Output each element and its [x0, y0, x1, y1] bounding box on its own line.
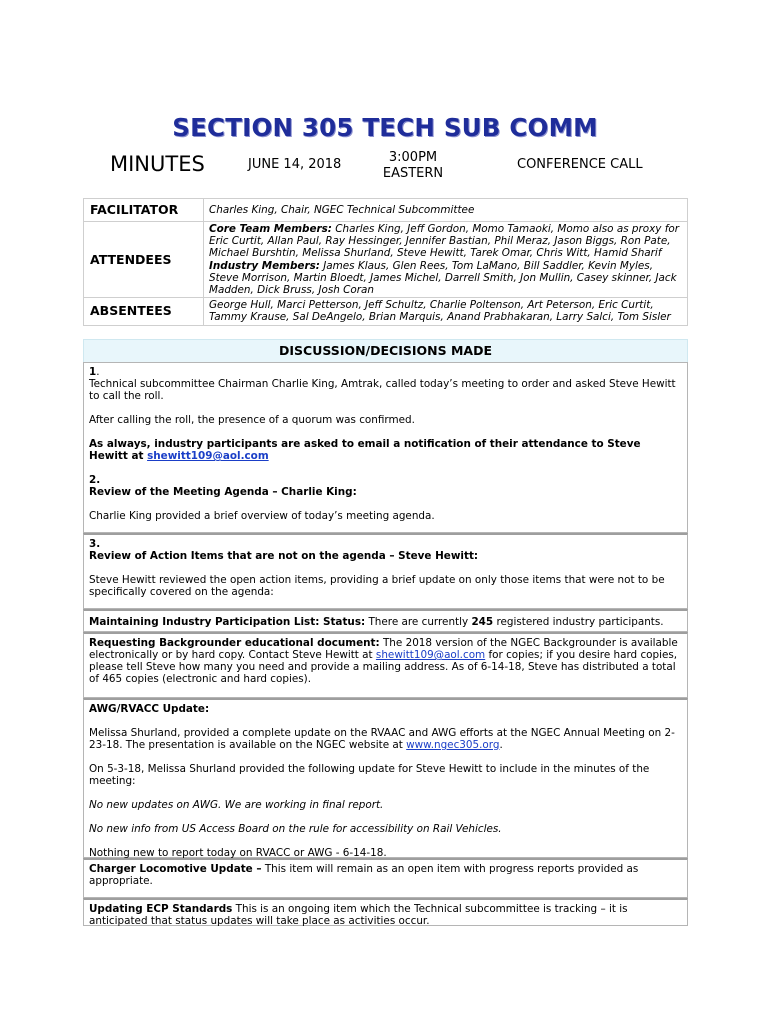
- section-2-title: Review of the Meeting Agenda – Charlie King:: [89, 486, 357, 498]
- attendance-notice: As always, industry participants are asked to email a notification of their attendance to Steve Hewitt at shewitt109@aol.com: [89, 438, 641, 462]
- absentees-row: [84, 298, 688, 325]
- ecp-label: Updating ECP Standards: [89, 903, 233, 915]
- awg-label: AWG/RVACC Update:: [89, 703, 210, 715]
- item-industry-participation: Maintaining Industry Participation List: Status: There are currently 245 registered industry participants.: [83, 609, 688, 632]
- section-action-items: [83, 533, 688, 609]
- section-call-to-order: [83, 362, 688, 533]
- section-3-text: Steve Hewitt reviewed the open action items, providing a brief update on only those items that were not to be specifically covered on the agenda:: [89, 574, 665, 598]
- document-title: SECTION 305 TECH SUB COMM: [172, 113, 598, 142]
- backgrounder-email-link[interactable]: shewitt109@aol.com: [375, 649, 486, 661]
- absentees-value: George Hull, Marci Petterson, Jeff Schultz, Charlie Poltenson, Art Peterson, Eric Curtit, Tammy Krause, Sal DeAngelo, Brian Marquis, Anand Prabhakaran, Larry Salci, Tom Sisler: [204, 298, 688, 325]
- awg-paragraph-1: Melissa Shurland, provided a complete update on the RVAAC and AWG efforts at the NGEC Annual Meeting on 2-23-18. The presentation is available on the NGEC website at www.ngec305.org.: [89, 727, 675, 751]
- awg-paragraph-3: No new updates on AWG. We are working in final report.: [89, 799, 384, 811]
- section-1-text: Technical subcommittee Chairman Charlie King, Amtrak, called today’s meeting to order and asked Steve Hewitt to call the roll.: [89, 378, 676, 402]
- awg-paragraph-4: No new info from US Access Board on the rule for accessibility on Rail Vehicles.: [89, 823, 502, 835]
- ngec-website-link[interactable]: www.ngec305.org: [406, 739, 500, 751]
- minutes-label: MINUTES: [110, 152, 205, 176]
- backgrounder-label: Requesting Backgrounder educational document:: [89, 637, 380, 649]
- facilitator-value: Charles King, Chair, NGEC Technical Subcommittee: [204, 199, 688, 222]
- meeting-time-hour: 3:00PM: [388, 150, 438, 165]
- section-2-text: Charlie King provided a brief overview of today’s meeting agenda.: [89, 510, 435, 522]
- facilitator-label: FACILITATOR: [84, 199, 204, 222]
- charger-label: Charger Locomotive Update –: [89, 863, 262, 875]
- participation-label: Maintaining Industry Participation List: Status:: [89, 616, 366, 628]
- meeting-info-table: [83, 198, 688, 326]
- meeting-type: CONFERENCE CALL: [517, 157, 643, 172]
- industry-members-label: Industry Members:: [209, 259, 320, 272]
- attendees-value: [204, 222, 688, 298]
- discussion-sections: [83, 362, 688, 926]
- attendees-label: ATTENDEES: [84, 222, 204, 298]
- discussion-heading: DISCUSSION/DECISIONS MADE: [83, 339, 688, 363]
- core-team-list: Charles King, Jeff Gordon, Momo Tamaoki, Momo also as proxy for Eric Curtit, Allan Paul, Ray Hessinger, Jennifer Bastian, Phil Meraz, Jason Biggs, Ron Pate, Michael Burshtin, Melissa Shurland, Steve Hewitt, Tarek Omar, Chris Witt, Hamid Sharif: [209, 223, 680, 260]
- section-1-number: 1.: [89, 366, 100, 378]
- participant-count: 245: [471, 616, 494, 628]
- core-team-label: Core Team Members:: [209, 223, 332, 235]
- item-charger-locomotive: Charger Locomotive Update – This item will remain as an open item with progress reports provided as appropriate.: [83, 858, 688, 898]
- meeting-time-zone: EASTERN: [382, 166, 444, 181]
- section-3-title: Review of Action Items that are not on the agenda – Steve Hewitt:: [89, 550, 479, 562]
- industry-members-list: James Klaus, Glen Rees, Tom LaMano, Bill Saddler, Kevin Myles, Steve Morrison, Martin Bloedt, James Michel, Darrell Smith, Jon Mullin, Casey skinner, Jack Madden, Dick Bruss, Josh Coran: [209, 259, 677, 297]
- quorum-text: After calling the roll, the presence of a quorum was confirmed.: [89, 414, 415, 426]
- attendees-row: [84, 222, 688, 298]
- meeting-date: JUNE 14, 2018: [248, 157, 342, 172]
- absentees-label: ABSENTEES: [84, 298, 204, 325]
- item-ecp-standards: Updating ECP Standards This is an ongoing item which the Technical subcommittee is tracking – it is anticipated that status updates will take place as activities occur.: [83, 898, 688, 926]
- awg-paragraph-2: On 5-3-18, Melissa Shurland provided the following update for Steve Hewitt to include in the minutes of the meeting:: [89, 763, 650, 787]
- section-3-number: 3.: [89, 538, 101, 550]
- email-link[interactable]: shewitt109@aol.com: [147, 450, 269, 462]
- item-backgrounder: Requesting Backgrounder educational document: The 2018 version of the NGEC Backgrounder is available electronically or by hard copy. Contact Steve Hewitt at shewitt109@aol.com for copies; if you desire hard copies, please tell Steve how many you need and provide a mailing address. As of 6-14-18, Steve has distributed a total of 465 copies (electronic and hard copies).: [83, 632, 688, 698]
- meeting-time: [378, 150, 448, 182]
- facilitator-row: [84, 199, 688, 222]
- section-2-number: 2.: [89, 474, 101, 486]
- awg-paragraph-5: Nothing new to report today on RVACC or AWG - 6-14-18.: [89, 847, 387, 859]
- item-awg-rvacc: [83, 698, 688, 858]
